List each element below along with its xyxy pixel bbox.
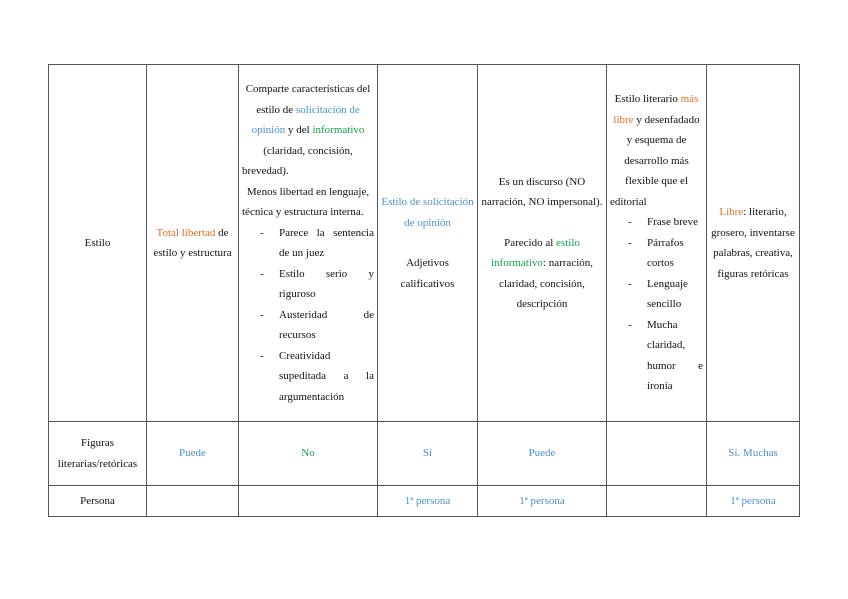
bullet-list xyxy=(610,212,703,397)
table-cell xyxy=(239,486,378,517)
table-row xyxy=(49,65,800,422)
cell-text: Parecido al xyxy=(504,236,557,249)
table-cell: Puede xyxy=(478,422,607,486)
highlight-text: informativo xyxy=(312,124,365,136)
cell-text: Estilo literario xyxy=(614,93,681,106)
table-row xyxy=(49,422,800,486)
paragraph xyxy=(610,89,703,212)
paragraph xyxy=(481,233,603,315)
highlight-text: estilo informativo xyxy=(490,236,580,269)
cell-text: : literario, grosero, inventarse palabras, creativa, figuras retóricas xyxy=(711,206,795,280)
cell-text: Adjetivos calificativos xyxy=(400,257,455,290)
table-cell xyxy=(378,65,478,422)
cell-text: (claridad, concisión, brevedad). xyxy=(242,144,353,177)
highlight-text: más libre xyxy=(613,93,699,126)
table-cell: Puede xyxy=(147,422,239,486)
cell-text: : narración, claridad, concisión, descripción xyxy=(499,257,594,310)
list-item: - Creatividad supeditada a la argumentación xyxy=(242,346,374,408)
cell-text: y del xyxy=(285,124,313,136)
table-cell: No xyxy=(239,422,378,486)
cell-text: Comparte características del estilo de xyxy=(245,83,371,116)
list-item: - Párrafos cortos xyxy=(610,233,703,274)
row-header-estilo: Estilo xyxy=(49,65,147,422)
highlight-text: Total libertad xyxy=(156,226,216,239)
bullet-list xyxy=(242,223,374,408)
table-cell xyxy=(607,65,707,422)
comparison-table xyxy=(48,64,800,517)
cell-text: Estilo de solicitación de opinión xyxy=(381,196,474,229)
table-cell xyxy=(607,486,707,517)
table-cell xyxy=(707,65,800,422)
table-cell xyxy=(607,422,707,486)
table-cell: 1ª persona xyxy=(707,486,800,517)
cell-text: Es un discurso (NO narración, NO impersonal). xyxy=(481,175,603,208)
cell-text: de estilo y estructura xyxy=(153,226,232,259)
highlight-text: solicitación de opinión xyxy=(251,103,360,136)
table-cell: 1ª persona xyxy=(378,486,478,517)
row-header-figuras: Figuras literarias/retóricas xyxy=(49,422,147,486)
list-item: - Estilo serio y riguroso xyxy=(242,264,374,305)
table-cell xyxy=(239,65,378,422)
list-item: - Mucha claridad, humor e ironía xyxy=(610,315,703,397)
table-cell xyxy=(478,65,607,422)
table-cell: Sí. Muchas xyxy=(707,422,800,486)
table-cell: 1ª persona xyxy=(478,486,607,517)
list-item: - Parece la sentencia de un juez xyxy=(242,223,374,264)
row-header-persona: Persona xyxy=(49,486,147,517)
table-row xyxy=(49,486,800,517)
list-item: - Frase breve xyxy=(610,212,703,233)
table-cell xyxy=(147,65,239,422)
table-cell xyxy=(147,486,239,517)
list-item: - Austeridad de recursos xyxy=(242,305,374,346)
cell-text: y desenfadado y esquema de desarrollo más flexible que el editorial xyxy=(610,113,700,208)
highlight-text: Libre xyxy=(719,206,744,218)
paragraph: Menos libertad en lenguaje, técnica y estructura interna. xyxy=(242,185,370,218)
list-item: - Lenguaje sencillo xyxy=(610,274,703,315)
table-cell: Sí xyxy=(378,422,478,486)
paragraph xyxy=(242,79,374,182)
